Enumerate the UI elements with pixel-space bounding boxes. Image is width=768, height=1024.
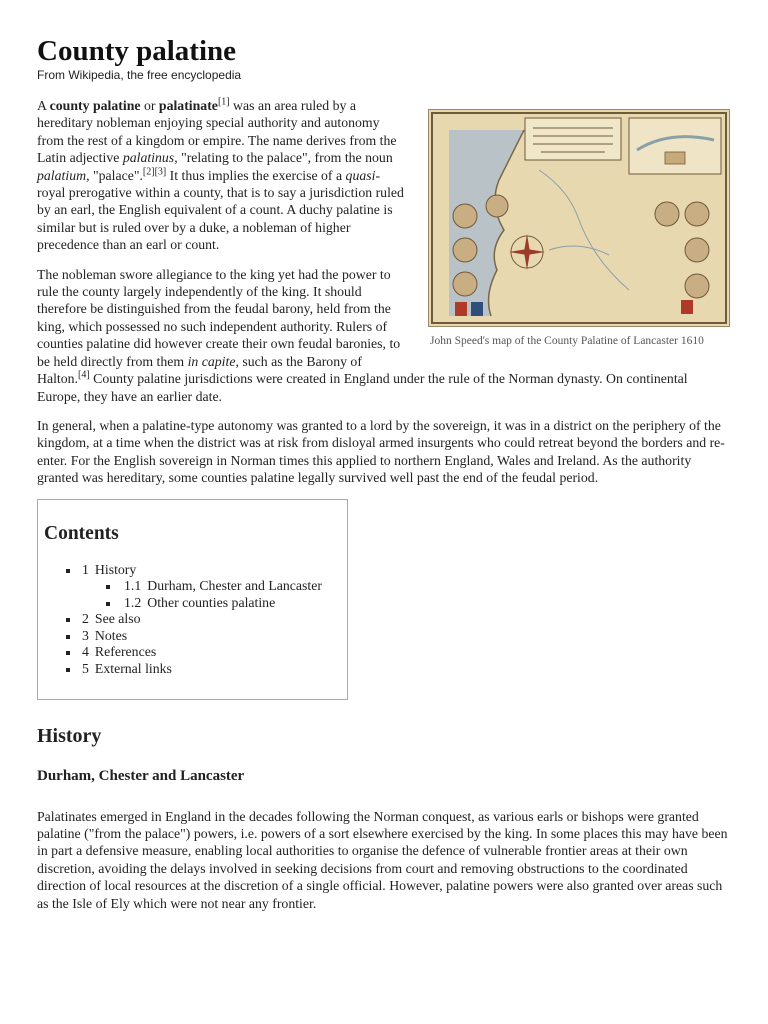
term-palatinus: palatinus: [122, 150, 175, 166]
history-paragraph-1: Palatinates emerged in England in the decades following the Norman conquest, as various earls or bishops were granted palatine ("from the palace") powers, i.e. powers of a sort elsewhere exercised by the king. In some places this may have been in part a defensive measure, enabling local authorities to organise the defence of vulnerable frontier areas at their own discretion, avoiding the delays involved in seeking decisions from court and removing obstructions to the coordinated direction of local resources at the discretion of a single official. However, palatine powers were also granted over areas such as the Isle of Ely which were not near any frontier.: [37, 808, 728, 911]
term-palatinate: palatinate: [158, 98, 218, 113]
toc-label: History: [94, 561, 137, 577]
text-run: , "palace".: [86, 167, 143, 183]
text-run: -royal prerogative within a county, that is to say a jurisdiction ruled by an earl, the English equivalent of a count. A duchy palatine is similar but is ruled over by a duke, a nobleman of higher precedence than an earl or count.: [37, 167, 404, 253]
toc-label: References: [94, 644, 157, 660]
toc-list: [44, 562, 347, 678]
toc-title: Contents: [44, 522, 119, 544]
toc-number: 1.1: [124, 578, 142, 594]
section-heading-history: History: [37, 724, 102, 747]
subsection-heading-durham: Durham, Chester and Lancaster: [37, 767, 245, 784]
term-in-capite: in capite: [187, 353, 236, 369]
toc-number: 3: [82, 627, 89, 643]
site-sub: From Wikipedia, the free encyclopedia: [37, 68, 242, 82]
term-county-palatine: county palatine: [49, 98, 141, 113]
article-body: [37, 97, 732, 924]
text-run: The nobleman swore allegiance to the king yet had the power to rule the county largely independently of the king. It should therefore be distinguished from the feudal barony, held from the king, which possessed no such independent authority. Rulers of counties palatine did however create their own feudal baronies, to be held directly from them: [37, 266, 401, 369]
intro-paragraph-3: In general, when a palatine-type autonomy was granted to a lord by the sovereign, it was in a district on the periphery of the kingdom, at a time when the district was at risk from disloyal armed insurgents who could retreat beyond the borders and re-enter. For the English sovereign in Norman times this applied to northern England, Wales and Ireland. As the authority granted was hereditary, some counties palatine legally survived well past the end of the feudal period.: [37, 417, 725, 486]
toc-number: 4: [82, 644, 89, 660]
text-run: , such as the Barony of Halton.: [37, 353, 362, 387]
toc-label: Notes: [94, 627, 128, 643]
table-of-contents: [37, 499, 348, 700]
toc-item-see-also[interactable]: [44, 611, 347, 628]
toc-label: Other counties palatine: [147, 594, 276, 610]
page-title: County palatine: [37, 35, 237, 67]
toc-item-notes[interactable]: [44, 628, 347, 645]
toc-item-external-links[interactable]: [44, 661, 347, 678]
text-run: or: [140, 98, 159, 113]
toc-item-other-counties[interactable]: [44, 595, 347, 612]
toc-item-history[interactable]: [44, 562, 347, 579]
text-run: County palatine jurisdictions were created in England under the rule of the Norman dynasty. On continental Europe, they have an earlier date.: [37, 371, 688, 404]
toc-number: 1: [82, 561, 89, 577]
ref-link[interactable]: [1]: [217, 96, 230, 108]
text-run: It thus implies the exercise of a: [166, 167, 346, 183]
toc-number: 1.2: [124, 594, 142, 610]
toc-number: 2: [82, 611, 89, 627]
map-caption: John Speed's map of the County Palatine of Lancaster 1610: [430, 335, 704, 347]
toc-label: External links: [94, 660, 172, 676]
text-run: was an area ruled by a hereditary nobleman enjoying special authority and autonomy from the rest of a kingdom or empire. The name derives from the Latin adjective: [37, 98, 397, 166]
toc-item-durham[interactable]: [44, 578, 347, 595]
ref-link[interactable]: [2][3]: [142, 166, 167, 178]
toc-label: Durham, Chester and Lancaster: [147, 578, 322, 594]
term-palatium: palatium: [37, 167, 87, 183]
map-figure: [428, 109, 732, 349]
toc-number: 5: [82, 660, 89, 676]
text-run: , "relating to the palace", from the noun: [174, 150, 393, 166]
text-run: A: [37, 98, 50, 113]
ref-link[interactable]: [4]: [78, 369, 90, 381]
toc-label: See also: [94, 611, 141, 627]
map-image[interactable]: [428, 109, 730, 327]
term-quasi: quasi: [345, 167, 376, 183]
toc-item-references[interactable]: [44, 644, 347, 661]
